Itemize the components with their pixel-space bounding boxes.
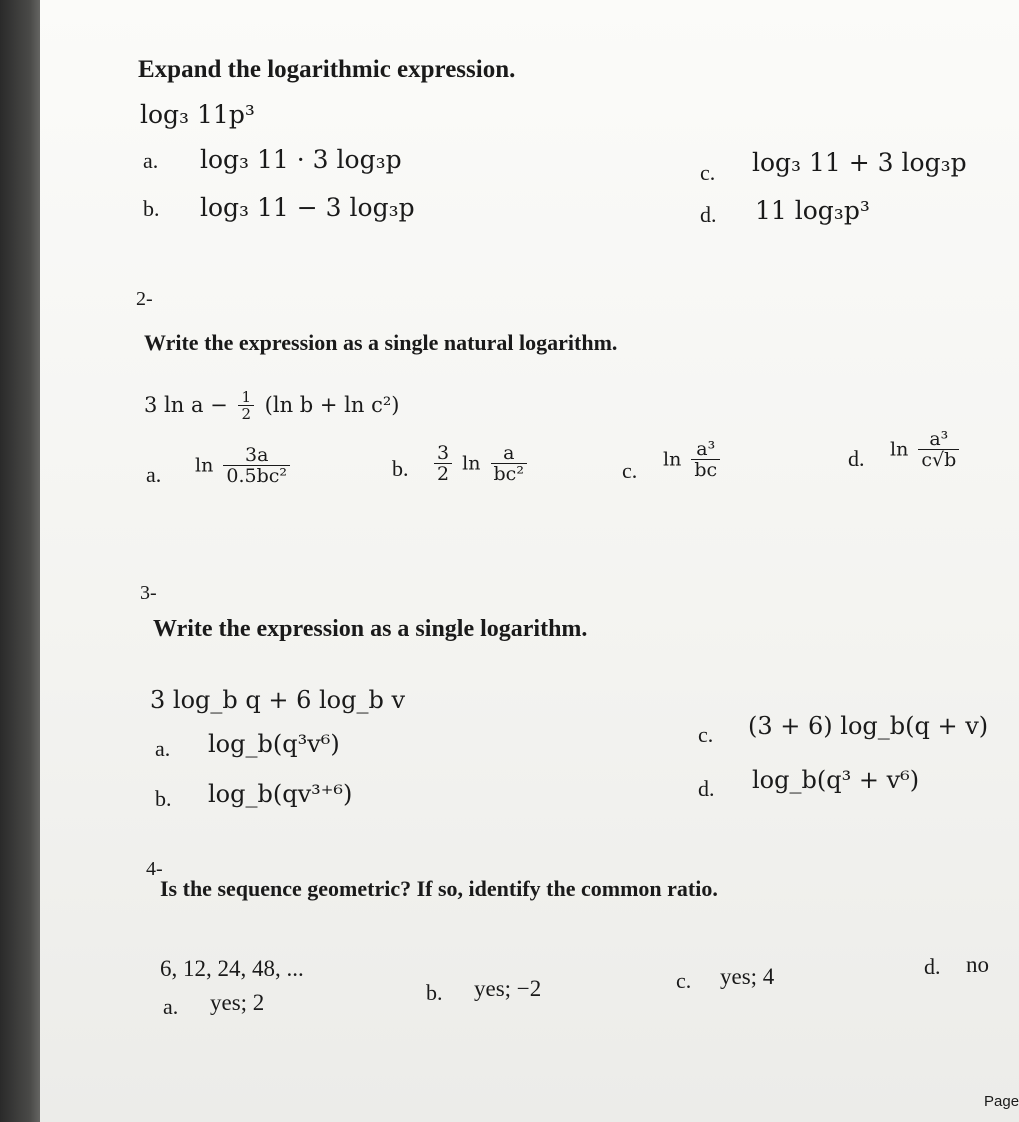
q3-option-c-letter: c.: [698, 722, 714, 747]
q2-expression: [144, 390, 399, 423]
q1-expression: log₃ 11p³: [140, 100, 255, 129]
q1-option-d-letter: d.: [700, 202, 717, 227]
q4-option-b-text[interactable]: yes; −2: [474, 976, 542, 1001]
q1-option-c-letter: c.: [700, 160, 716, 185]
q4-option-a-letter: a.: [163, 994, 179, 1019]
q4-prompt: Is the sequence geometric? If so, identify the common ratio.: [160, 876, 718, 901]
q2-option-c-text[interactable]: ln $\frac{\text{a³}}{bc}$: [663, 440, 724, 481]
q4-sequence: 6, 12, 24, 48, ...: [160, 956, 304, 981]
q3-option-d-letter: d.: [698, 776, 715, 801]
q3-number: 3-: [140, 582, 157, 604]
q4-number: 4-: [146, 858, 163, 880]
page-label: Page: [984, 1093, 1019, 1110]
q4-option-a-text[interactable]: yes; 2: [210, 990, 265, 1015]
q2-expression-prefix: 3 ln a −: [144, 392, 228, 417]
q2-expression-suffix: (ln b + ln c²): [264, 392, 400, 417]
q4-option-d-letter: d.: [924, 954, 941, 979]
q4-option-c-text[interactable]: yes; 4: [720, 964, 775, 989]
q2-number: 2-: [136, 288, 153, 310]
q1-option-b-text[interactable]: log₃ 11 − 3 log₃p: [200, 193, 415, 222]
q3-expression: 3 log_b q + 6 log_b v: [150, 686, 406, 714]
q2-option-b-letter: b.: [392, 456, 409, 481]
q1-option-d-text[interactable]: 11 log₃p³: [755, 196, 870, 225]
q3-option-a-text[interactable]: log_b(q³v⁶): [208, 730, 340, 758]
q2-option-a-text[interactable]: ln $\frac{3a}{\text{0.5bc²}}$: [195, 446, 294, 487]
q3-option-b-text[interactable]: log_b(qv³⁺⁶): [208, 780, 353, 808]
q3-option-a-letter: a.: [155, 736, 171, 761]
q1-option-a-letter: a.: [143, 148, 159, 173]
q4-option-d-text[interactable]: no: [966, 952, 989, 977]
q2-option-d-text[interactable]: ln $\frac{\text{a³}}{c√b}$: [890, 430, 963, 471]
q3-option-d-text[interactable]: log_b(q³ + v⁶): [752, 766, 920, 794]
q2-option-c-letter: c.: [622, 458, 638, 483]
q4-option-c-letter: c.: [676, 968, 692, 993]
q1-option-c-text[interactable]: log₃ 11 + 3 log₃p: [752, 148, 967, 177]
q1-option-b-letter: b.: [143, 196, 160, 221]
q2-option-d-letter: d.: [848, 446, 865, 471]
q2-expression-fraction: $\frac{1}{2}$: [238, 390, 254, 423]
q2-prompt: Write the expression as a single natural logarithm.: [144, 330, 618, 355]
q4-option-b-letter: b.: [426, 980, 443, 1005]
q2-option-b-text[interactable]: $\frac{3}{2}$ ln $\frac{a}{\text{bc²}}$: [430, 444, 531, 485]
q1-prompt: Expand the logarithmic expression.: [138, 56, 516, 83]
q3-option-b-letter: b.: [155, 786, 172, 811]
q1-option-a-text[interactable]: log₃ 11 · 3 log₃p: [200, 145, 402, 174]
q3-prompt: Write the expression as a single logarithm.: [153, 616, 588, 642]
q3-option-c-text[interactable]: (3 + 6) log_b(q + v): [748, 712, 989, 740]
q2-option-a-letter: a.: [146, 462, 162, 487]
